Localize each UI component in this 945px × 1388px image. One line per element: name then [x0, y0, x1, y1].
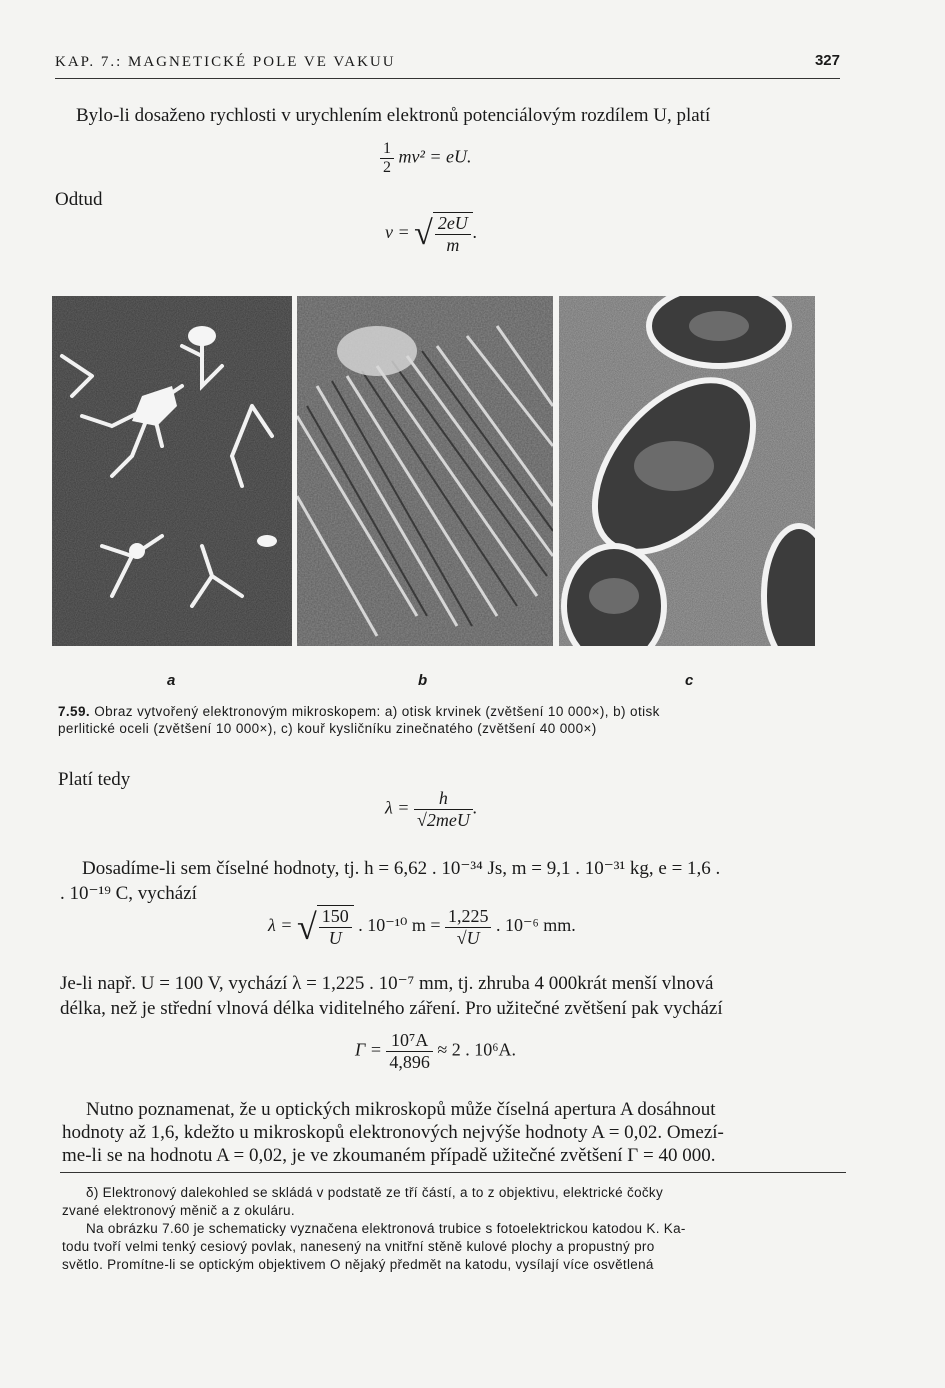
running-title: KAP. 7.: MAGNETICKÉ POLE VE VAKUU — [55, 54, 396, 70]
eq1-denominator: 2 — [383, 159, 391, 176]
caption-number: 7.59. — [58, 704, 91, 719]
eq3-numerator: h — [414, 788, 473, 810]
page-number: 327 — [814, 52, 840, 69]
paragraph-aperture-line3: me-li se na hodnotu A = 0,02, je ve zkoumaném případě užitečné zvětšení Γ = 40 000. — [62, 1145, 716, 1166]
figure-label-a: a — [167, 672, 176, 689]
sqrt-sign-icon: √ — [414, 215, 433, 252]
eq3-lhs: λ = — [385, 797, 410, 818]
eq2-numerator: 2eU — [435, 213, 471, 235]
eq2-end: . — [472, 222, 478, 243]
odtud-label: Odtud — [55, 189, 103, 210]
eq4-lhs: λ = — [268, 915, 293, 936]
eq3-denominator: √2meU — [416, 810, 470, 830]
figure-label-c: c — [685, 672, 694, 689]
equation-energy — [380, 140, 472, 177]
eq4-middle: . 10⁻¹⁰ m = — [358, 915, 441, 936]
eq4-numerator-2: 1,225 — [445, 906, 492, 928]
eq5-rest: ≈ 2 . 10⁶A. — [437, 1039, 517, 1060]
eq4-denominator-1: U — [328, 928, 342, 948]
caption-line-2: perlitické oceli (zvětšení 10 000×), c) kouř kysličníku zinečnatého (zvětšení 40 000×) — [58, 721, 597, 736]
plati-tedy-label: Platí tedy — [58, 769, 131, 790]
eq3-end: . — [472, 797, 478, 818]
eq1-rest: mv² = eU. — [398, 146, 472, 167]
paragraph-aperture-line2: hodnoty až 1,6, kdežto u mikroskopů elektronových nejvýše hodnoty A = 0,02. Omezí- — [62, 1122, 724, 1143]
paragraph-example-line2: délka, než je střední vlnová délka viditelného záření. Pro užitečné zvětšení pak vychází — [60, 998, 723, 1019]
figure-caption — [58, 703, 848, 737]
small-text-tube-line3: světlo. Promítne-li se optickým objektivem O nějaký předmět na katodu, vysílají více osvětlená — [62, 1257, 654, 1272]
paragraph-values-line2: . 10⁻¹⁹ C, vychází — [60, 883, 197, 904]
page-header — [55, 48, 840, 79]
eq2-lhs: v = — [385, 222, 410, 243]
micrograph-b — [297, 296, 553, 646]
figure-label-b: b — [418, 672, 428, 689]
equation-wavelength — [385, 788, 477, 831]
small-text-tube-line2: todu tvoří velmi tenký cesiový povlak, nanesený na vnitřní stěně kulové plochy a propustný pro — [62, 1239, 655, 1254]
section-divider — [60, 1172, 846, 1173]
sqrt-sign-icon-2: √ — [296, 907, 317, 947]
eq5-denominator: 4,896 — [389, 1052, 430, 1072]
eq4-end: . 10⁻⁶ mm. — [495, 915, 576, 936]
small-text-tube-line1: Na obrázku 7.60 je schematicky vyznačena elektronová trubice s fotoelektrickou katodou K. Ka- — [86, 1221, 686, 1236]
eq4-denominator-2: √U — [456, 927, 480, 948]
equation-wavelength-numeric — [268, 905, 576, 949]
caption-line-1: Obraz vytvořený elektronovým mikroskopem: a) otisk krvinek (zvětšení 10 000×), b) otisk — [94, 704, 660, 719]
small-text-telescope-line2: zvané elektronový měnič a z okuláru. — [62, 1203, 295, 1218]
paragraph-values-line1: Dosadíme-li sem číselné hodnoty, tj. h = 6,62 . 10⁻³⁴ Js, m = 9,1 . 10⁻³¹ kg, e = 1,6 . — [82, 858, 721, 879]
eq4-numerator-1: 150 — [319, 906, 352, 928]
paragraph-example-line1: Je-li např. U = 100 V, vychází λ = 1,225 . 10⁻⁷ mm, tj. zhruba 4 000krát menší vlnová — [60, 973, 714, 994]
paragraph-intro: Bylo-li dosaženo rychlosti v urychlením elektronů potenciálovým rozdílem U, platí — [76, 105, 711, 126]
micrograph-c — [559, 296, 815, 646]
eq5-numerator: 10⁷A — [386, 1030, 433, 1052]
paragraph-aperture-line1: Nutno poznamenat, že u optických mikroskopů může číselná apertura A dosáhnout — [86, 1099, 716, 1120]
equation-magnification — [355, 1030, 516, 1073]
micrograph-a — [52, 296, 292, 646]
eq2-denominator: m — [446, 235, 460, 255]
small-text-telescope-line1: δ) Elektronový dalekohled se skládá v podstatě ze tří částí, a to z objektivu, elektrické čočky — [86, 1185, 664, 1200]
equation-velocity — [385, 212, 477, 256]
eq5-lhs: Γ = — [355, 1039, 382, 1060]
eq1-numerator: 1 — [380, 140, 394, 159]
